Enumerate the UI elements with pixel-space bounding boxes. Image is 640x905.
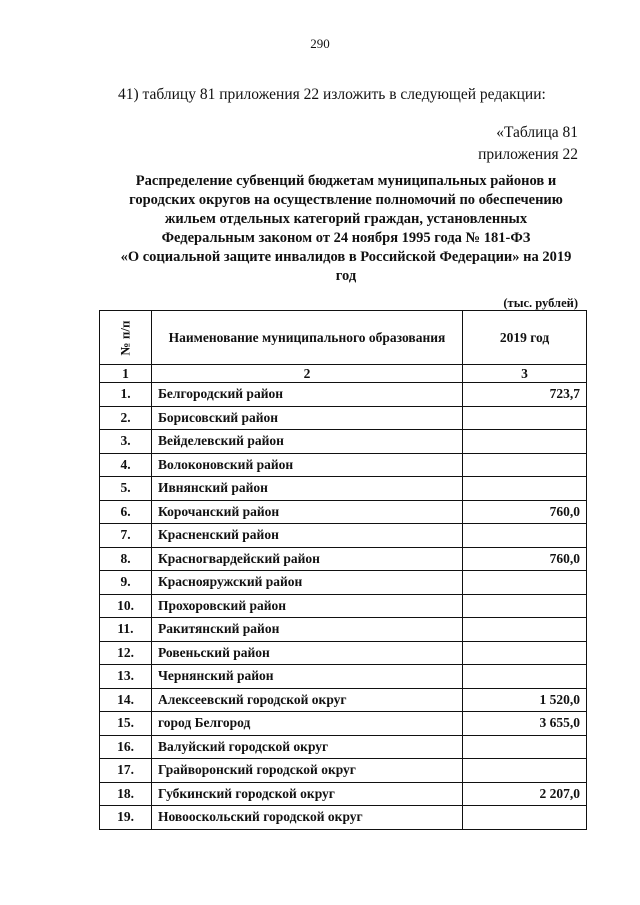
amount-2019 — [463, 806, 587, 830]
title-line: городских округов на осуществление полномочий по обеспечению — [129, 192, 563, 208]
row-number: 18. — [100, 782, 152, 806]
document-title — [96, 172, 596, 286]
column-index: 1 — [100, 365, 152, 383]
table-row — [100, 759, 587, 783]
row-number: 11. — [100, 618, 152, 642]
amount-2019 — [463, 641, 587, 665]
municipality-name: Белгородский район — [152, 383, 463, 407]
amount-2019 — [463, 665, 587, 689]
intro-paragraph: 41) таблицу 81 приложения 22 изложить в следующей редакции: — [118, 86, 546, 103]
title-line: «О социальной защите инвалидов в Российской Федерации» на 2019 — [120, 249, 572, 265]
table-row — [100, 477, 587, 501]
table-row — [100, 594, 587, 618]
row-number: 10. — [100, 594, 152, 618]
amount-2019 — [463, 735, 587, 759]
page-number: 290 — [310, 36, 330, 51]
table-body — [100, 383, 587, 830]
amount-2019 — [463, 477, 587, 501]
caption-line-2: приложения 22 — [478, 146, 578, 163]
row-number: 12. — [100, 641, 152, 665]
units-label: (тыс. рублей) — [503, 296, 578, 310]
municipality-name: Вейделевский район — [152, 430, 463, 454]
table-row — [100, 524, 587, 548]
row-number: 15. — [100, 712, 152, 736]
row-number: 4. — [100, 453, 152, 477]
municipality-name: Чернянский район — [152, 665, 463, 689]
header-number: № п/п — [100, 311, 152, 365]
amount-2019 — [463, 594, 587, 618]
row-number: 16. — [100, 735, 152, 759]
table-row — [100, 383, 587, 407]
municipality-name: Валуйский городской округ — [152, 735, 463, 759]
municipality-name: Алексеевский городской округ — [152, 688, 463, 712]
column-index: 2 — [152, 365, 463, 383]
table-row — [100, 782, 587, 806]
table-row — [100, 665, 587, 689]
municipality-name: Борисовский район — [152, 406, 463, 430]
caption-line-1: «Таблица 81 — [496, 124, 578, 141]
title-line: Федеральным законом от 24 ноября 1995 года № 181-ФЗ — [161, 230, 531, 246]
table-row — [100, 571, 587, 595]
amount-2019: 2 207,0 — [463, 782, 587, 806]
row-number: 1. — [100, 383, 152, 407]
municipality-name: Грайворонский городской округ — [152, 759, 463, 783]
table-row — [100, 806, 587, 830]
municipality-name: Корочанский район — [152, 500, 463, 524]
column-index-row — [100, 365, 587, 383]
amount-2019 — [463, 406, 587, 430]
table-row — [100, 430, 587, 454]
table-header-row — [100, 311, 587, 365]
table-row — [100, 406, 587, 430]
municipality-name: Волоконовский район — [152, 453, 463, 477]
row-number: 2. — [100, 406, 152, 430]
municipality-name: Губкинский городской округ — [152, 782, 463, 806]
amount-2019 — [463, 618, 587, 642]
table-row — [100, 735, 587, 759]
amount-2019 — [463, 571, 587, 595]
municipality-name: Красненский район — [152, 524, 463, 548]
table-row — [100, 618, 587, 642]
row-number: 19. — [100, 806, 152, 830]
amount-2019 — [463, 759, 587, 783]
municipality-name: город Белгород — [152, 712, 463, 736]
header-year: 2019 год — [463, 311, 587, 365]
title-line: жильем отдельных категорий граждан, установленных — [164, 211, 528, 227]
amount-2019: 723,7 — [463, 383, 587, 407]
row-number: 17. — [100, 759, 152, 783]
subvention-table — [99, 310, 587, 830]
municipality-name: Ровеньский район — [152, 641, 463, 665]
row-number: 13. — [100, 665, 152, 689]
municipality-name: Ракитянский район — [152, 618, 463, 642]
title-line: год — [335, 268, 357, 284]
amount-2019: 1 520,0 — [463, 688, 587, 712]
amount-2019: 3 655,0 — [463, 712, 587, 736]
row-number: 5. — [100, 477, 152, 501]
table-row — [100, 641, 587, 665]
table-row — [100, 547, 587, 571]
table-row — [100, 712, 587, 736]
header-name: Наименование муниципального образования — [152, 311, 463, 365]
municipality-name: Ивнянский район — [152, 477, 463, 501]
row-number: 3. — [100, 430, 152, 454]
table-row — [100, 453, 587, 477]
row-number: 9. — [100, 571, 152, 595]
amount-2019: 760,0 — [463, 547, 587, 571]
municipality-name: Краснояружский район — [152, 571, 463, 595]
amount-2019: 760,0 — [463, 500, 587, 524]
row-number: 7. — [100, 524, 152, 548]
table-row — [100, 688, 587, 712]
amount-2019 — [463, 430, 587, 454]
municipality-name: Новооскольский городской округ — [152, 806, 463, 830]
municipality-name: Красногвардейский район — [152, 547, 463, 571]
row-number: 14. — [100, 688, 152, 712]
amount-2019 — [463, 453, 587, 477]
row-number: 6. — [100, 500, 152, 524]
column-index: 3 — [463, 365, 587, 383]
table-caption — [478, 122, 578, 166]
amount-2019 — [463, 524, 587, 548]
municipality-name: Прохоровский район — [152, 594, 463, 618]
title-line: Распределение субвенций бюджетам муниципальных районов и — [135, 173, 557, 189]
row-number: 8. — [100, 547, 152, 571]
table-row — [100, 500, 587, 524]
